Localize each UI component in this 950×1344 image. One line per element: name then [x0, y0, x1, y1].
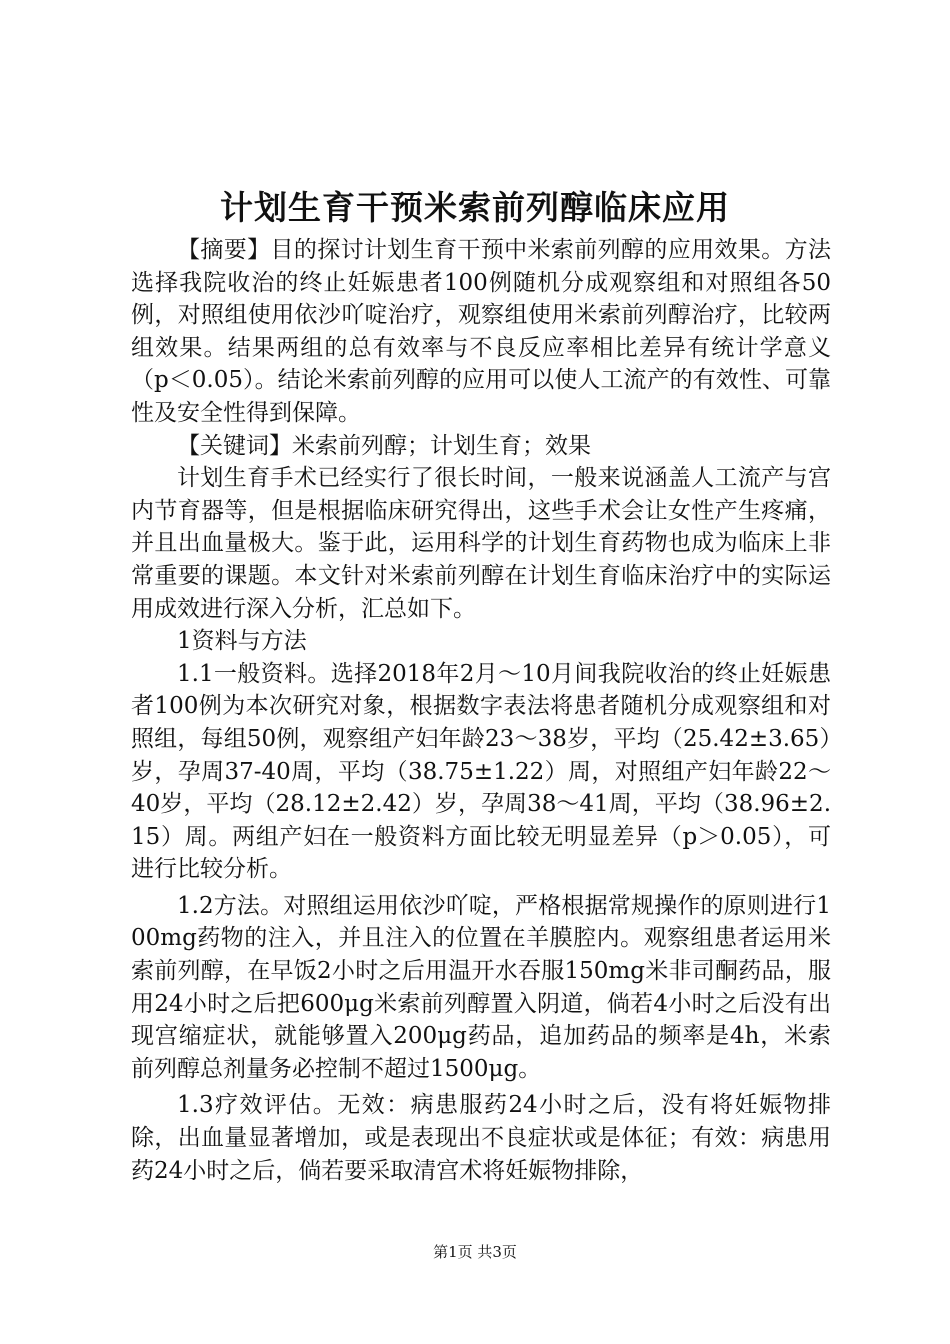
- general-data-paragraph: 1.1一般资料。选择2018年2月～10月间我院收治的终止妊娠患者100例为本次研究对象，根据数字表法将患者随机分成观察组和对照组，每组50例，观察组产妇年龄23～38岁，平均（25.42±3.65）岁，孕周37-40周，平均（38.75±1.22）周，对照组产妇年龄22～40岁，平均（28.12±2.42）岁，孕周38～41周，平均（38.96±2.15）周。两组产妇在一般资料方面比较无明显差异（p＞0.05），可进行比较分析。: [131, 660, 831, 883]
- abstract-paragraph: 【摘要】目的探讨计划生育干预中米索前列醇的应用效果。方法选择我院收治的终止妊娠患者100例随机分成观察组和对照组各50例，对照组使用依沙吖啶治疗，观察组使用米索前列醇治疗，比较两组效果。结果两组的总有效率与不良反应率相比差异有统计学意义（p＜0.05）。结论米索前列醇的应用可以使人工流产的有效性、可靠性及安全性得到保障。: [131, 237, 831, 426]
- intro-paragraph: 计划生育手术已经实行了很长时间，一般来说涵盖人工流产与宫内节育器等，但是根据临床研究得出，这些手术会让女性产生疼痛，并且出血量极大。鉴于此，运用科学的计划生育药物也成为临床上非常重要的课题。本文针对米索前列醇在计划生育临床治疗中的实际运用成效进行深入分析，汇总如下。: [131, 465, 831, 622]
- keywords-paragraph: 【关键词】米索前列醇；计划生育；效果: [177, 432, 591, 459]
- document-body: [131, 234, 831, 1187]
- evaluation-paragraph: 1.3疗效评估。无效：病患服药24小时之后，没有将妊娠物排除，出血量显著增加，或是表现出不良症状或是体征；有效：病患用药24小时之后，倘若要采取清宫术将妊娠物排除，: [131, 1092, 831, 1184]
- document-title: 计划生育干预米索前列醇临床应用: [220, 188, 730, 227]
- methods-paragraph: 1.2方法。对照组运用依沙吖啶，严格根据常规操作的原则进行100mg药物的注入，并且注入的位置在羊膜腔内。观察组患者运用米索前列醇，在早饭2小时之后用温开水吞服150mg米非司酮药品，服用24小时之后把600μg米索前列醇置入阴道，倘若4小时之后没有出现宫缩症状，就能够置入200μg药品，追加药品的频率是4h，米索前列醇总剂量务必控制不超过1500μg。: [131, 892, 831, 1082]
- page-footer: 第1页 共3页: [433, 1243, 517, 1261]
- section-heading: 1资料与方法: [177, 628, 307, 655]
